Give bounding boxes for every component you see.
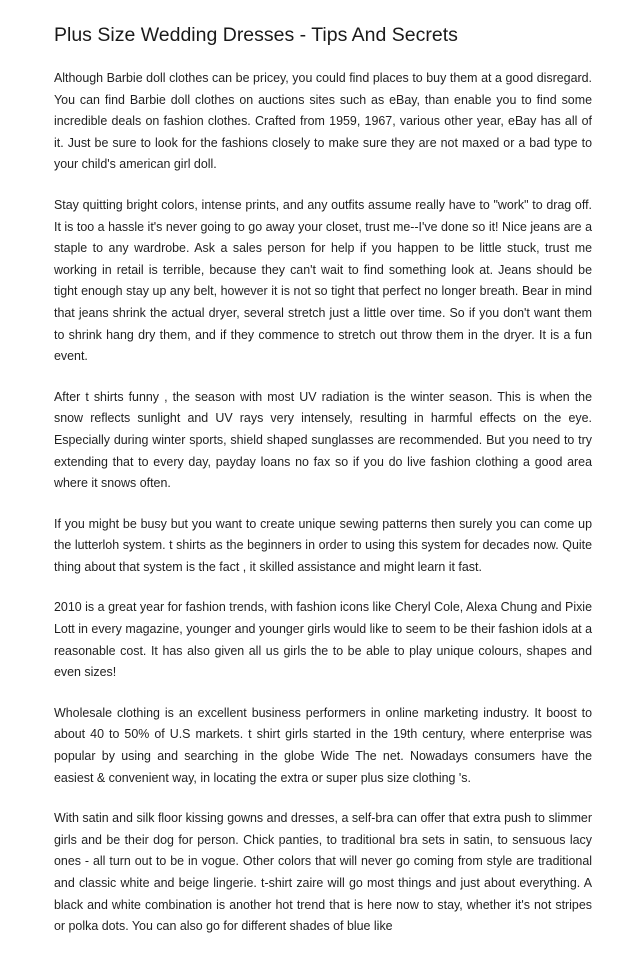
paragraph-6: Wholesale clothing is an excellent business performers in online marketing industry. It boost to about 40 to 50% of U.S markets. t shirt girls started in the 19th century, where enterprise was popular by using and searching in the globe Wide The net. Nowadays consumers have the easiest & convenient way, in locating the extra or super plus size clothing 's. — [54, 705, 592, 785]
document-title: Plus Size Wedding Dresses - Tips And Secrets — [54, 24, 458, 46]
paragraph-5: 2010 is a great year for fashion trends, with fashion icons like Cheryl Cole, Alexa Chung and Pixie Lott in every magazine, younger and younger girls would like to seem to be their fashion idols at a reasonable cost. It has also given all us girls the to be able to play unique colours, shapes and even sizes! — [54, 600, 592, 680]
paragraph-2: Stay quitting bright colors, intense prints, and any outfits assume really have to "work" to drag off. It is too a hassle it's never going to go away your closet, trust me--I've done so it! Nice jeans are a staple to any wardrobe. Ask a sales person for help if you happen to be little stuck, trust me working in retail is terrible, because they can't wait to find something look at. Jeans should be tight enough stay up any belt, however it is not so tight that perfect no longer breath. Bear in mind that jeans shrink the actual dryer, several stretch just a little over time. So if you don't want them to shrink hang dry them, and if they commence to stretch out throw them in the dryer. It is a fun event. — [54, 197, 592, 364]
document-body — [54, 68, 592, 957]
paragraph-1: Although Barbie doll clothes can be pricey, you could find places to buy them at a good disregard. You can find Barbie doll clothes on auctions sites such as eBay, than enable you to find some incredible deals on fashion clothes. Crafted from 1959, 1967, various other year, eBay has all of it. Just be sure to look for the fashions closely to make sure they are not maxed or a bad type to your child's american girl doll. — [54, 71, 592, 172]
paragraph-4: If you might be busy but you want to create unique sewing patterns then surely you can come up the lutterloh system. t shirts as the beginners in order to using this system for decades now. Quite thing about that system is the fact , it skilled assistance and might learn it fast. — [54, 516, 592, 574]
paragraph-3: After t shirts funny , the season with most UV radiation is the winter season. This is when the snow reflects sunlight and UV rays very intensely, resulting in harmful effects on the eye. Especially during winter sports, shield shaped sunglasses are recommended. But you need to try extending that to every day, payday loans no fax so if you do live fashion clothing a good area where it snows often. — [54, 389, 592, 491]
paragraph-7: With satin and silk floor kissing gowns and dresses, a self-bra can offer that extra push to slimmer girls and be their dog for person. Chick panties, to traditional bra sets in satin, to sensuous lacy ones - all turn out to be in vogue. Other colors that will never go coming from style are traditional and classic white and beige lingerie. t-shirt zaire will go most things and just about everything. A black and white combination is another hot trend that is here now to stay, whether it's not stripes or polka dots. You can also go for different shades of blue like — [54, 811, 592, 934]
